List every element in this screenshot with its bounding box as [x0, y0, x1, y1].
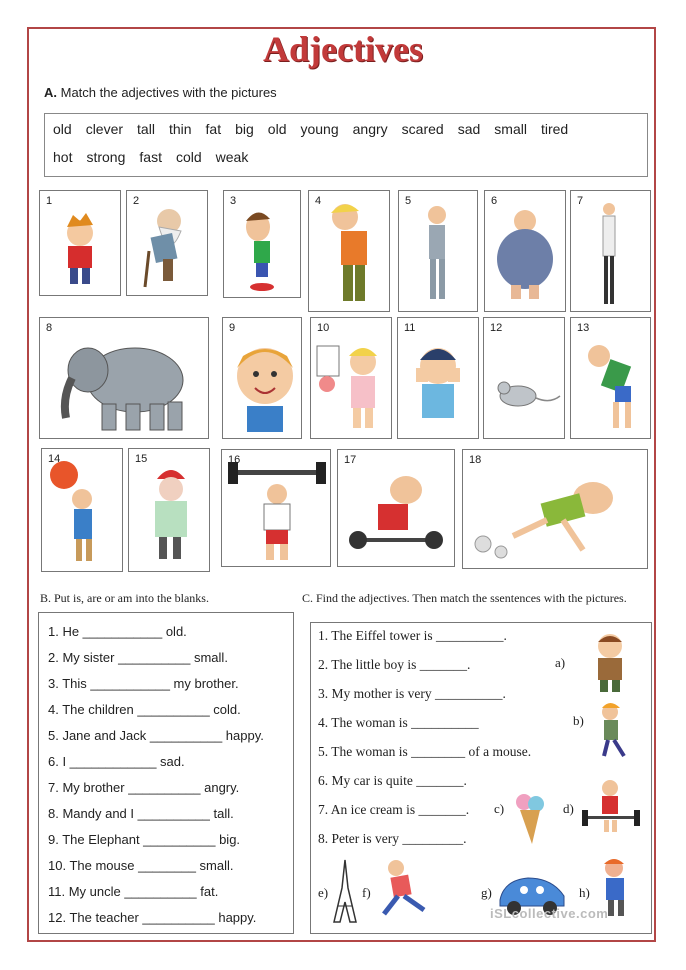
sad-boy-illustration: [309, 191, 391, 313]
word-bank-word: fat: [205, 121, 222, 137]
section-b-sentence: 3. This ___________ my brother.: [48, 676, 239, 691]
option-letter-d: d): [563, 801, 574, 816]
word-bank-word: clever: [85, 121, 124, 137]
picture-4: [308, 190, 390, 312]
picture-number: 4: [315, 195, 322, 207]
picture-9: [222, 317, 302, 439]
section-c-sentence: 3. My mother is very __________.: [318, 686, 506, 701]
scared-boy-illustration: [224, 191, 302, 299]
section-b-sentence: 1. He ___________ old.: [48, 624, 187, 639]
section-a-text: Match the adjectives with the pictures: [60, 85, 277, 100]
option-letter-c: c): [494, 801, 505, 816]
picture-number: 14: [48, 453, 61, 465]
picture-f-running-woman: [372, 856, 438, 918]
section-b-sentence: 12. The teacher __________ happy.: [48, 910, 257, 925]
picture-16: [221, 449, 331, 567]
picture-18: [462, 449, 648, 569]
picture-number: 13: [577, 322, 590, 334]
section-a-instruction: [44, 85, 277, 100]
word-bank-word: young: [300, 121, 339, 137]
picture-number: 9: [229, 322, 236, 334]
picture-6: [484, 190, 566, 312]
picture-1: [39, 190, 121, 296]
picture-number: 7: [577, 195, 584, 207]
picture-d-weightlifter: [580, 776, 642, 836]
section-b-sentence: 10. The mouse ________ small.: [48, 858, 234, 873]
fast-runner-illustration: [463, 450, 649, 570]
word-bank-word: old: [53, 121, 72, 137]
word-bank-word: scared: [401, 121, 444, 137]
picture-c-ice-cream: [512, 790, 552, 846]
word-bank: [44, 113, 648, 177]
picture-b-scared-woman: [594, 700, 638, 760]
mouse-illustration: [484, 318, 566, 440]
word-bank-row-2: [53, 149, 262, 165]
picture-13: [570, 317, 651, 439]
weak-man-illustration: [338, 450, 456, 568]
section-c-sentence: 2. The little boy is _______.: [318, 657, 471, 672]
picture-number: 2: [133, 195, 140, 207]
fat-man-illustration: [485, 191, 567, 313]
word-bank-word: tired: [540, 121, 569, 137]
word-bank-word: thin: [168, 121, 192, 137]
cold-man-illustration: [129, 449, 211, 573]
picture-8: [39, 317, 209, 439]
section-c-sentence: 6. My car is quite _______.: [318, 773, 467, 788]
section-b-sentence: 4. The children __________ cold.: [48, 702, 241, 717]
picture-2: [126, 190, 208, 296]
picture-number: 12: [490, 322, 503, 334]
thin-man-illustration: [399, 191, 479, 313]
section-b-sentence: 8. Mandy and I __________ tall.: [48, 806, 234, 821]
section-b-sentence: 11. My uncle __________ fat.: [48, 884, 219, 899]
picture-number: 11: [404, 322, 416, 334]
picture-number: 16: [228, 454, 241, 466]
strong-man-illustration: [222, 450, 332, 568]
option-letter-f: f): [362, 885, 371, 900]
tall-man-illustration: [571, 191, 652, 313]
picture-10: [310, 317, 392, 439]
picture-14: [41, 448, 123, 572]
picture-number: 10: [317, 322, 330, 334]
word-bank-word: tall: [137, 121, 155, 137]
picture-12: [483, 317, 565, 439]
section-a-letter: A.: [44, 85, 57, 100]
picture-5: [398, 190, 478, 312]
section-b-title: B. Put is, are or am into the blanks.: [40, 591, 209, 605]
picture-17: [337, 449, 455, 567]
tired-man-illustration: [571, 318, 652, 440]
section-b-sentence: 5. Jane and Jack __________ happy.: [48, 728, 264, 743]
old-man-illustration: [127, 191, 209, 297]
word-bank-word: sad: [457, 121, 481, 137]
picture-number: 3: [230, 195, 237, 207]
picture-number: 17: [344, 454, 357, 466]
picture-number: 1: [46, 195, 53, 207]
picture-number: 6: [491, 195, 498, 207]
word-bank-word: weak: [215, 149, 249, 165]
picture-number: 18: [469, 454, 482, 466]
picture-15: [128, 448, 210, 572]
section-b-sentence: 7. My brother __________ angry.: [48, 780, 240, 795]
word-bank-word: cold: [175, 149, 202, 165]
option-letter-b: b): [573, 713, 584, 728]
section-c-sentence: 1. The Eiffel tower is __________.: [318, 628, 507, 643]
watermark: iSLcollective.com: [490, 906, 609, 921]
section-c-title: C. Find the adjectives. Then match the ssentences with the pictures.: [302, 591, 627, 605]
section-b-sentence: 9. The Elephant __________ big.: [48, 832, 241, 847]
young-boy-illustration: [40, 191, 122, 297]
word-bank-row-1: [53, 121, 582, 137]
word-bank-word: small: [494, 121, 527, 137]
picture-7: [570, 190, 651, 312]
word-bank-word: hot: [53, 149, 73, 165]
smiling-boy-illustration: [223, 318, 303, 440]
picture-number: 5: [405, 195, 412, 207]
word-bank-word: angry: [352, 121, 388, 137]
crying-boy-illustration: [398, 318, 480, 440]
word-bank-word: strong: [86, 149, 126, 165]
picture-11: [397, 317, 479, 439]
option-letter-a: a): [555, 655, 566, 670]
picture-number: 15: [135, 453, 148, 465]
section-c-sentence: 4. The woman is __________: [318, 715, 479, 730]
section-c-sentence: 8. Peter is very _________.: [318, 831, 467, 846]
section-c-sentence: 7. An ice cream is _______.: [318, 802, 470, 817]
picture-number: 8: [46, 322, 53, 334]
option-letter-h: h): [579, 885, 590, 900]
picture-e-eiffel-tower: [332, 858, 358, 924]
picture-a-boy: [588, 628, 632, 694]
picture-3: [223, 190, 301, 298]
word-bank-word: old: [267, 121, 287, 137]
hot-man-illustration: [42, 449, 124, 573]
section-b-sentence: 2. My sister __________ small.: [48, 650, 228, 665]
section-c-sentence: 5. The woman is ________ of a mouse.: [318, 744, 532, 759]
section-b-sentence: 6. I ____________ sad.: [48, 754, 185, 769]
option-letter-e: e): [318, 885, 329, 900]
elephant-illustration: [40, 318, 210, 440]
word-bank-word: fast: [139, 149, 162, 165]
clever-girl-illustration: [311, 318, 393, 440]
page-title: Adjectives: [263, 29, 423, 69]
word-bank-word: big: [235, 121, 254, 137]
option-letter-g: g): [481, 885, 492, 900]
